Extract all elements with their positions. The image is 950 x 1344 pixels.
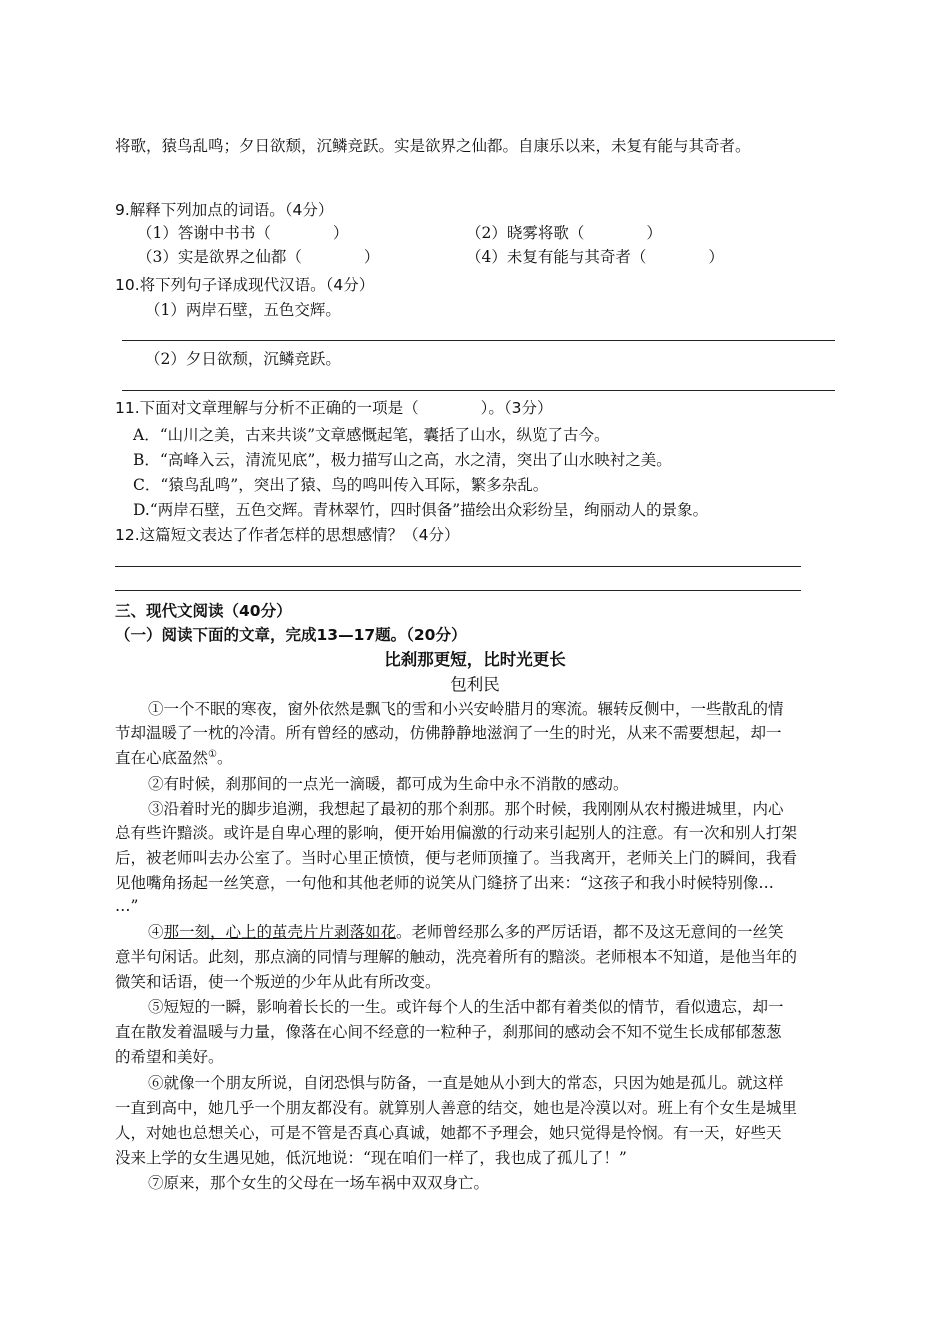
footnote-marker: ① <box>208 748 217 760</box>
q11-stem: 11.下面对文章理解与分析不正确的一项是（ ）。（3分） <box>115 399 553 417</box>
answer-line-q10-2 <box>122 390 835 391</box>
q11-option-b: B．“高峰入云，清流见底”，极力描写山之高，水之清，突出了山水映衬之美。 <box>133 451 672 469</box>
paragraph-1-end-punct: 。 <box>216 749 233 767</box>
q9-stem: 9.解释下列加点的词语。（4分） <box>115 201 334 219</box>
answer-line-q10-1 <box>122 340 835 341</box>
q11-option-d: D.“两岸石壁，五色交辉。青林翠竹，四时俱备”描绘出众彩纷呈，绚丽动人的景象。 <box>133 501 709 519</box>
paragraph-3-line-2: 总有些许黯淡。或许是自卑心理的影响，便开始用偏激的行动来引起别人的注意。有一次和别人打架 <box>115 824 798 842</box>
q10-item-1: （1）两岸石壁，五色交辉。 <box>145 301 341 319</box>
q9-item-1: （1）答谢中书书（ ） <box>137 224 349 242</box>
paragraph-4-line-1 <box>148 921 784 943</box>
answer-line-q12-2 <box>115 590 801 591</box>
paragraph-4-line-3: 微笑和话语，使一个叛逆的少年从此有所改变。 <box>115 973 441 991</box>
paragraph-4-underlined-phrase: 那一刻，心上的茧壳片片剥落如花 <box>163 923 397 941</box>
paragraph-1-text: 直在心底盈然 <box>115 749 209 767</box>
classical-text-continuation: 将歌，猿鸟乱鸣；夕日欲颓，沉鳞竞跃。实是欲界之仙都。自康乐以来，未复有能与其奇者。 <box>115 137 751 155</box>
paragraph-5-line-3: 的希望和美好。 <box>115 1048 224 1066</box>
q11-option-a: A．“山川之美，古来共谈”文章感慨起笔，囊括了山水，纵览了古今。 <box>133 426 610 444</box>
paragraph-7: ⑦原来，那个女生的父母在一场车祸中双双身亡。 <box>148 1174 490 1192</box>
answer-line-q12-1 <box>115 566 801 567</box>
paragraph-4-number: ④ <box>148 923 164 941</box>
paragraph-6-line-1: ⑥就像一个朋友所说，自闭恐惧与防备，一直是她从小到大的常态，只因为她是孤儿。就这样 <box>148 1074 784 1092</box>
paragraph-1-line-2: 节却温暖了一枕的冷清。所有曾经的感动，仿佛静静地滋润了一生的时光，从来不需要想起，却一 <box>115 724 782 742</box>
paragraph-6-line-2: 一直到高中，她几乎一个朋友都没有。就算别人善意的结交，她也是冷漠以对。班上有个女生是城里 <box>115 1099 798 1117</box>
section-sub-heading: （一）阅读下面的文章，完成13—17题。（20分） <box>115 626 467 644</box>
paragraph-3-line-5: …” <box>115 897 139 915</box>
article-title: 比刹那更短，比时光更长 <box>384 650 566 669</box>
q9-item-2: （2）晓雾将歌（ ） <box>466 224 662 242</box>
q9-item-4: （4）未复有能与其奇者（ ） <box>466 248 724 266</box>
paragraph-1-line-3 <box>115 747 233 769</box>
q12-stem: 12.这篇短文表达了作者怎样的思想感情？（4分） <box>115 526 460 544</box>
article-author: 包利民 <box>450 675 500 694</box>
paragraph-4-line-2: 意半句闲话。此刻，那点滴的同情与理解的触动，洗亮着所有的黯淡。老师根本不知道，是他当年的 <box>115 948 798 966</box>
q11-option-c: C．“猿鸟乱鸣”，突出了猿、鸟的鸣叫传入耳际，繁多杂乱。 <box>133 476 549 494</box>
q9-item-3: （3）实是欲界之仙都（ ） <box>137 248 380 266</box>
paragraph-3-line-1: ③沿着时光的脚步追溯，我想起了最初的那个刹那。那个时候，我刚刚从农村搬进城里，内心 <box>148 800 784 818</box>
paragraph-2: ②有时候，刹那间的一点光一滴暖，都可成为生命中永不消散的感动。 <box>148 775 629 793</box>
q10-item-2: （2）夕日欲颓，沉鳞竞跃。 <box>145 350 341 368</box>
section-heading: 三、现代文阅读（40分） <box>115 602 292 620</box>
paragraph-6-line-4: 没来上学的女生遇见她，低沉地说：“现在咱们一样了，我也成了孤儿了！” <box>115 1149 627 1167</box>
paragraph-5-line-2: 直在散发着温暖与力量，像落在心间不经意的一粒种子，刹那间的感动会不知不觉生长成郁郁葱葱 <box>115 1023 782 1041</box>
paragraph-1-line-1: ①一个不眠的寒夜，窗外依然是飘飞的雪和小兴安岭腊月的寒流。辗转反侧中，一些散乱的情 <box>148 700 784 718</box>
paragraph-6-line-3: 人，对她也总想关心，可是不管是否真心真诚，她都不予理会，她只觉得是怜悯。有一天，好些天 <box>115 1124 782 1142</box>
q10-stem: 10.将下列句子译成现代汉语。（4分） <box>115 276 375 294</box>
paragraph-5-line-1: ⑤短短的一瞬，影响着长长的一生。或许每个人的生活中都有着类似的情节，看似遗忘，却一 <box>148 998 784 1016</box>
paragraph-3-line-4: 见他嘴角扬起一丝笑意，一句他和其他老师的说笑从门缝挤了出来：“这孩子和我小时候特别像… <box>115 874 774 892</box>
paragraph-4-rest: 。老师曾经那么多的严厉话语，都不及这无意间的一丝笑 <box>396 923 784 941</box>
paragraph-3-line-3: 后，被老师叫去办公室了。当时心里正愤愤，便与老师顶撞了。当我离开，老师关上门的瞬间，我看 <box>115 849 798 867</box>
